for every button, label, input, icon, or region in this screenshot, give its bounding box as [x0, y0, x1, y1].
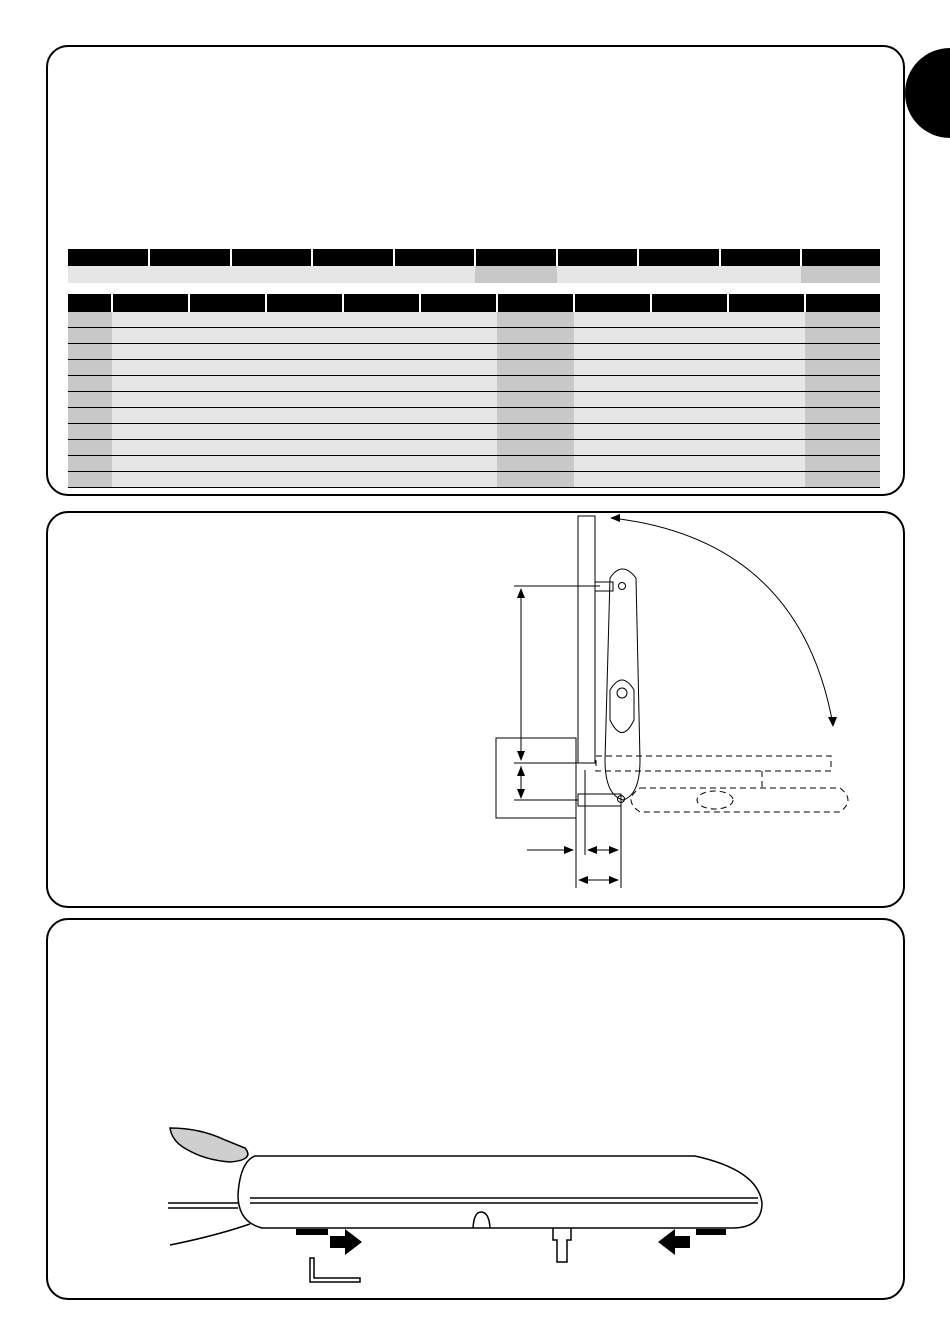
hex-key-icon [310, 1258, 360, 1282]
release-notch [473, 1212, 490, 1228]
cover-clip-left [296, 1229, 328, 1235]
arrow-right-icon [330, 1229, 362, 1255]
arrow-left-icon [658, 1229, 690, 1255]
thumb-icon [170, 1128, 248, 1162]
spindle-icon [553, 1228, 571, 1262]
cover-clip-right [696, 1229, 726, 1235]
operator-body-icon [238, 1156, 762, 1228]
hand-outline [170, 1224, 250, 1245]
